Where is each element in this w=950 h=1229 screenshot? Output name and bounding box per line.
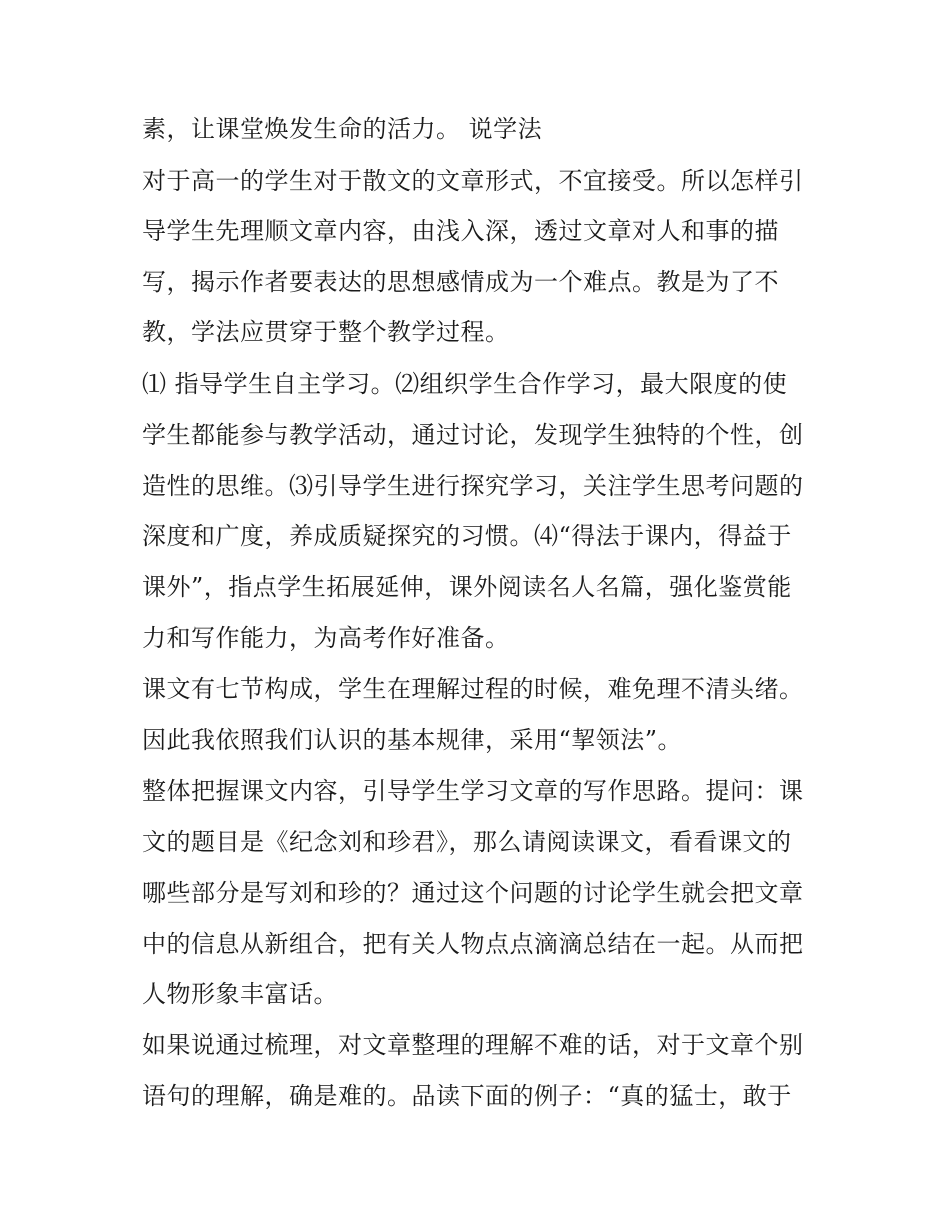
text-line: 课文有七节构成，学生在理解过程的时候，难免理不清头绪。 <box>142 675 804 703</box>
text-line: 造性的思维。⑶引导学生进行探究学习，关注学生思考问题的 <box>142 472 804 500</box>
text-line: 教，学法应贯穿于整个教学过程。 <box>142 318 510 346</box>
text-line: 素，让课堂焕发生命的活力。 说学法 <box>142 115 543 143</box>
text-line: 整体把握课文内容，引导学生学习文章的写作思路。提问：课 <box>142 777 804 805</box>
text-line: 学生都能参与教学活动，通过讨论，发现学生独特的个性，创 <box>142 421 804 449</box>
text-line: 课外”，指点学生拓展延伸，课外阅读名人名篇，强化鉴赏能 <box>142 573 792 601</box>
text-line: 中的信息从新组合，把有关人物点点滴滴总结在一起。从而把 <box>142 930 804 958</box>
text-line: 深度和广度，养成质疑探究的习惯。⑷“得法于课内，得益于 <box>142 522 792 550</box>
text-line: 力和写作能力，为高考作好准备。 <box>142 624 510 652</box>
text-line: 哪些部分是写刘和珍的？通过这个问题的讨论学生就会把文章 <box>142 879 804 907</box>
text-line: 文的题目是《纪念刘和珍君》，那么请阅读课文，看看课文的 <box>142 828 792 856</box>
text-line: 因此我依照我们认识的基本规律，采用“挈领法”。 <box>142 726 683 754</box>
text-line: 语句的理解，确是难的。品读下面的例子：“真的猛士，敢于 <box>142 1082 792 1110</box>
text-line: ⑴ 指导学生自主学习。⑵组织学生合作学习，最大限度的使 <box>142 370 788 398</box>
text-line: 人物形象丰富话。 <box>142 980 338 1008</box>
text-line: 导学生先理顺文章内容，由浅入深，透过文章对人和事的描 <box>142 217 779 245</box>
text-line: 对于高一的学生对于散文的文章形式，不宜接受。所以怎样引 <box>142 167 804 195</box>
text-line: 写，揭示作者要表达的思想感情成为一个难点。教是为了不 <box>142 268 779 296</box>
text-line: 如果说通过梳理，对文章整理的理解不难的话，对于文章个别 <box>142 1031 804 1059</box>
